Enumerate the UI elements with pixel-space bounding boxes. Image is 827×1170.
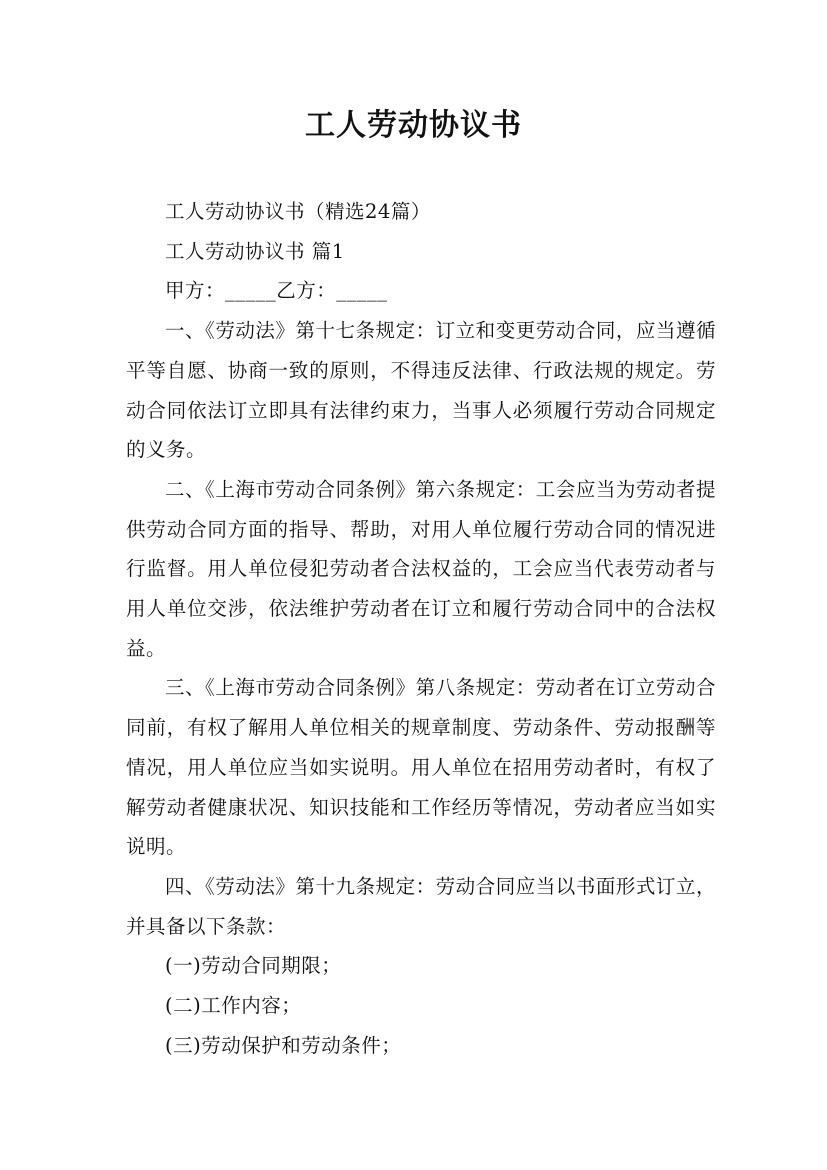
subtitle-paragraph: 工人劳动协议书（精选24篇） [165,200,431,223]
section-heading-paragraph: 工人劳动协议书 篇1 [165,239,345,263]
document-title: 工人劳动协议书 [305,108,522,143]
clause-two-paragraph: 二、《上海市劳动合同条例》第六条规定：工会应当为劳动者提供劳动合同方面的指导、帮助，对用人单位履行劳动合同的情况进行监督。用人单位侵犯劳动者合法权益的，工会应当代表劳动者与用人单位交涉，依法维护劳动者在订立和履行劳动合同中的合法权益。 [126,477,716,660]
parties-paragraph: 甲方：_____乙方：_____ [165,279,388,303]
list-item-protection: (三)劳动保护和劳动条件； [165,1033,402,1057]
clause-four-paragraph: 四、《劳动法》第十九条规定：劳动合同应当以书面形式订立，并具备以下条款： [126,874,716,938]
document-body [126,192,716,1065]
list-item-term: (一)劳动合同期限； [165,954,342,978]
list-item-work-content: (二)工作内容； [165,994,302,1018]
clause-three-paragraph: 三、《上海市劳动合同条例》第八条规定：劳动者在订立劳动合同前，有权了解用人单位相关的规章制度、劳动条件、劳动报酬等情况，用人单位应当如实说明。用人单位在招用劳动者时，有权了解劳动者健康状况、知识技能和工作经历等情况，劳动者应当如实说明。 [126,676,716,859]
clause-one-paragraph: 一、《劳动法》第十七条规定：订立和变更劳动合同，应当遵循平等自愿、协商一致的原则，不得违反法律、行政法规的规定。劳动合同依法订立即具有法律约束力，当事人必须履行劳动合同规定的义务。 [126,319,716,462]
